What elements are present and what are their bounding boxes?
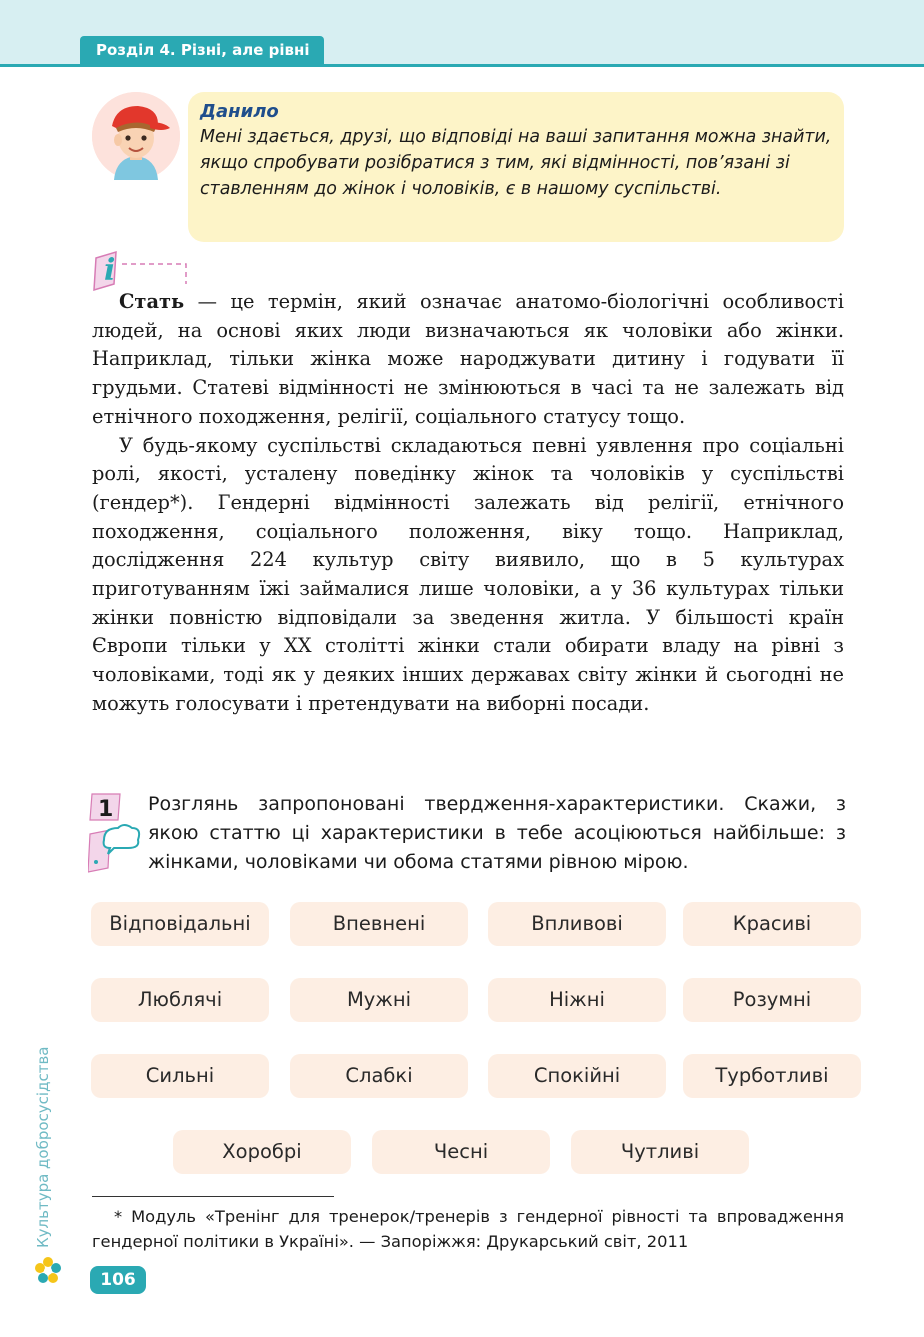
flower-icon bbox=[34, 1256, 62, 1284]
avatar bbox=[92, 92, 180, 180]
chip-honest[interactable]: Чесні bbox=[372, 1130, 550, 1174]
chip-weak[interactable]: Слабкі bbox=[290, 1054, 468, 1098]
task-number: 1 bbox=[98, 797, 114, 822]
term-sex: Стать bbox=[119, 290, 185, 313]
chip-calm[interactable]: Спокійні bbox=[488, 1054, 666, 1098]
speech-bubble bbox=[188, 92, 844, 242]
svg-text:i: i bbox=[104, 253, 116, 288]
chip-confident[interactable]: Впевнені bbox=[290, 902, 468, 946]
header-rule bbox=[0, 64, 924, 67]
sidebar-section-label: Культура добросусідства bbox=[34, 1046, 52, 1248]
speaker-name: Данило bbox=[200, 101, 279, 122]
chip-responsible[interactable]: Відповідальні bbox=[91, 902, 269, 946]
chip-loving[interactable]: Люблячі bbox=[91, 978, 269, 1022]
chapter-title: Розділ 4. Різні, але рівні bbox=[80, 36, 324, 64]
chip-courageous[interactable]: Хоробрі bbox=[173, 1130, 351, 1174]
chip-smart[interactable]: Розумні bbox=[683, 978, 861, 1022]
chip-sensitive[interactable]: Чутливі bbox=[571, 1130, 749, 1174]
speech-text: Мені здається, друзі, що відповіді на ваші запитання можна знайти, якщо спробувати розібратися з тим, які відмінності, пов’язані зі ставленням до жінок і чоловіків, є в нашому суспільстві. bbox=[200, 127, 832, 199]
chip-caring[interactable]: Турботливі bbox=[683, 1054, 861, 1098]
page-number: 106 bbox=[90, 1266, 146, 1294]
footnote-divider bbox=[92, 1196, 334, 1197]
chip-beautiful[interactable]: Красиві bbox=[683, 902, 861, 946]
chip-brave[interactable]: Мужні bbox=[290, 978, 468, 1022]
footnote: * Модуль «Тренінг для тренерок/тренерів з гендерної рівності та впровадження гендерної політики в Україні». — Запоріжжя: Друкарський світ, 2011 bbox=[92, 1207, 844, 1251]
chip-tender[interactable]: Ніжні bbox=[488, 978, 666, 1022]
chip-strong[interactable]: Сильні bbox=[91, 1054, 269, 1098]
paragraph-gender: У будь-якому суспільстві складаються певні уявлення про соціальні ролі, якості, усталену поведінку жінок та чоловіків у суспільстві (гендер*). Гендерні відмінності залежать від релігії, етнічного походження, соціального положення, віку тощо. Наприклад, дослідження 224 культур світу виявило, що в 5 культурах приготуванням їжі займалися лише чоловіки, а у 36 культурах тільки жінки повністю відповідали за зведення житла. У більшості країн Європи тільки у ХХ столітті жінки стали обирати владу на рівні з чоловіками, тоді як у деяких інших державах світу жінки й сьогодні не можуть голосувати і претендувати на виборні посади. bbox=[92, 433, 844, 715]
task-number-icon bbox=[88, 790, 144, 874]
task-text: Розглянь запропоновані твердження-характеристики. Скажи, з якою статтю ці характеристики в тебе асоціюються найбільше: з жінками, чоловіками чи обома статями рівною мірою. bbox=[148, 793, 846, 873]
chip-influential[interactable]: Впливові bbox=[488, 902, 666, 946]
paragraph-definition bbox=[92, 288, 844, 432]
info-text bbox=[92, 288, 844, 719]
definition-text: — це термін, який означає анатомо-біологічні особливості людей, на основі яких люди визначаються як чоловіки або жінки. Наприклад, тільки жінка може народжувати дитину і годувати її грудьми. Статеві відмінності не змінюються в часі та не залежать від етнічного походження, релігії, соціального статусу тощо. bbox=[92, 290, 844, 428]
info-icon bbox=[88, 244, 192, 294]
boy-avatar-icon bbox=[92, 92, 180, 180]
